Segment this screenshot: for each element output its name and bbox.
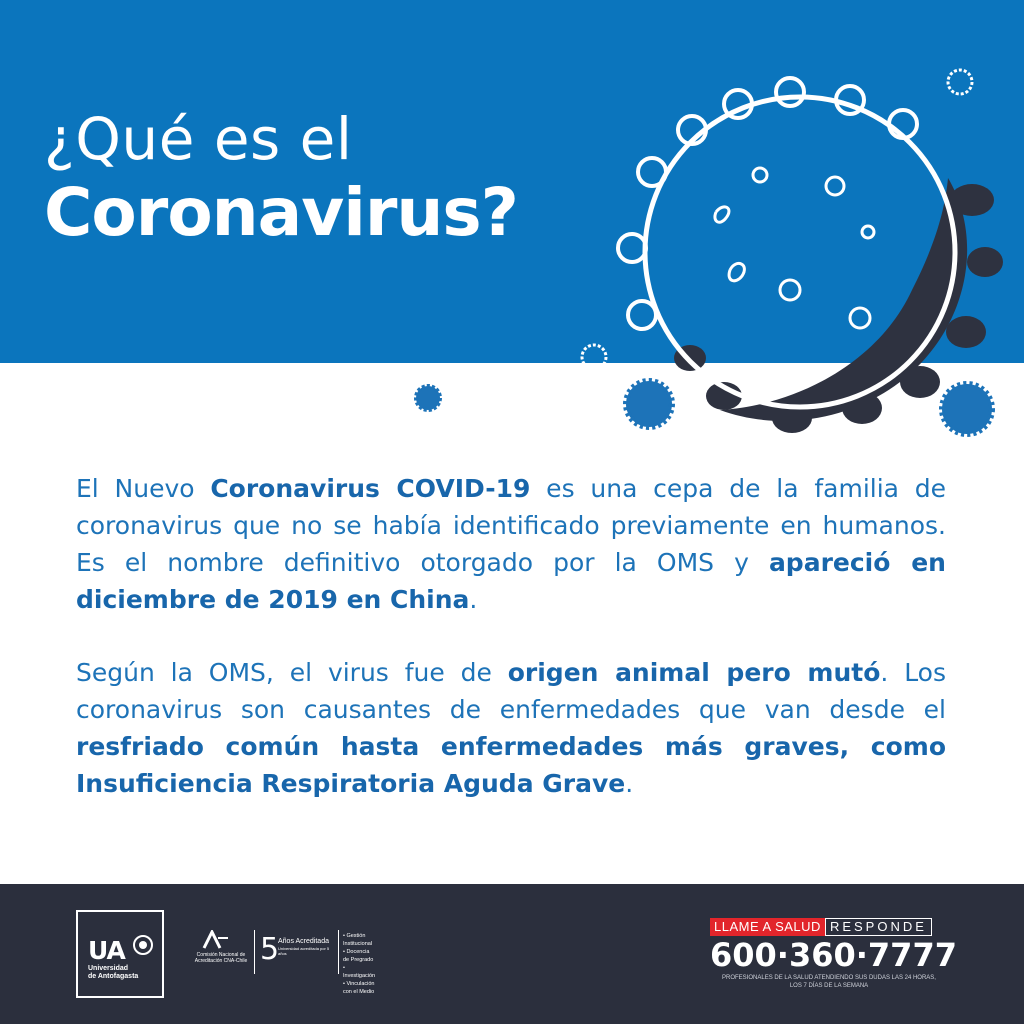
- p1-highlight-2: apareció en diciembre de 2019 en China: [76, 548, 946, 614]
- accreditation-area: • Investigación: [343, 965, 376, 979]
- virus-body: [645, 97, 955, 407]
- university-initials: UA: [88, 936, 125, 965]
- university-name-line-2: de Antofagasta: [88, 973, 139, 980]
- paragraph-1: [76, 470, 946, 618]
- divider: [338, 930, 339, 974]
- small-virus-2: [948, 70, 972, 94]
- p1-highlight-1: Coronavirus COVID-19: [210, 474, 531, 503]
- seal-icon: [132, 934, 154, 956]
- virus-surface: [715, 168, 874, 328]
- hotline-note: [710, 974, 948, 990]
- accreditation-years-label: Años Acreditada: [278, 938, 329, 945]
- p1-text-3: .: [469, 585, 478, 614]
- hotline-label-white: RESPONDE: [825, 918, 932, 936]
- paragraph-2: [76, 654, 946, 802]
- university-logo: [76, 910, 164, 998]
- university-name-line-1: Universidad: [88, 965, 129, 972]
- p2-text-2: . Los coronavirus son causantes de enfermedades que van desde el: [76, 658, 946, 724]
- hotline-phone[interactable]: 600·360·7777: [710, 936, 957, 974]
- p2-highlight-2: resfriado común hasta enfermedades más graves, como Insuficiencia Respiratoria Aguda Grave: [76, 732, 946, 798]
- cna-agency-name: Comisión Nacional de Acreditación CNA-Chile: [194, 952, 248, 964]
- hotline-label-red: LLAME A SALUD: [710, 918, 825, 936]
- hotline-block: [710, 918, 957, 990]
- university-name: [88, 965, 138, 981]
- hotline-note-line-1: PROFESIONALES DE LA SALUD ATENDIENDO SUS DUDAS LAS 24 HORAS,: [722, 975, 936, 981]
- divider: [254, 930, 255, 974]
- title-line-2: Coronavirus?: [44, 174, 518, 251]
- accreditation-years-note: Universidad acreditada por 5 años: [278, 946, 330, 956]
- accreditation-area: • Docencia de Pregrado: [343, 949, 374, 963]
- small-virus-5: [942, 384, 992, 434]
- p2-text-3: .: [625, 769, 634, 798]
- cna-logo-icon: [200, 930, 230, 950]
- small-virus-3: [416, 386, 440, 410]
- accreditation-area: • Vinculación con el Medio: [343, 981, 375, 995]
- accreditation-label: [278, 938, 334, 958]
- title-line-1: ¿Qué es el: [44, 105, 353, 173]
- accreditation-area: • Gestión Institucional: [343, 933, 373, 947]
- coronavirus-illustration: [0, 0, 1024, 460]
- p1-text-2: es una cepa de la familia de coronavirus que no se había identificado previamente en humanos. Es el nombre definitivo otorgado por la OMS y: [76, 474, 947, 577]
- p1-text-1: El Nuevo: [76, 474, 211, 503]
- accreditation-years: 5: [260, 932, 280, 967]
- p2-highlight-1: origen animal pero mutó: [507, 658, 881, 687]
- p2-text-1: Según la OMS, el virus fue de: [76, 658, 508, 687]
- small-virus-4: [626, 381, 672, 427]
- hotline-label: [710, 918, 948, 936]
- small-virus-1: [582, 345, 606, 369]
- info-text: [76, 470, 946, 802]
- accreditation-areas: [343, 932, 375, 996]
- hotline-note-line-2: LOS 7 DÍAS DE LA SEMANA: [789, 983, 869, 989]
